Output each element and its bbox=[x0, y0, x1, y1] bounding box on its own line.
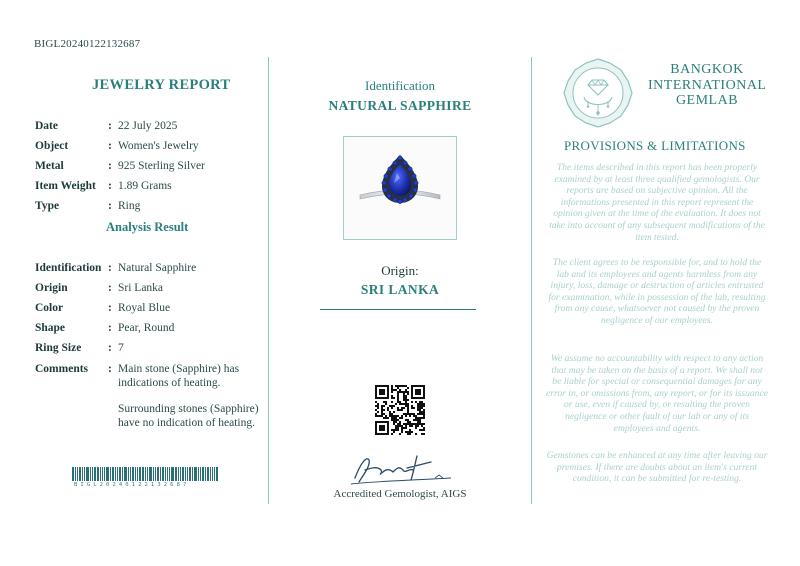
analysis-label: Color bbox=[35, 302, 64, 314]
barcode bbox=[72, 467, 230, 481]
detail-value: 22 July 2025 bbox=[118, 120, 178, 132]
origin-underline bbox=[320, 309, 476, 310]
detail-label: Item Weight bbox=[35, 180, 96, 192]
comment-main-stone: Main stone (Sapphire) has indications of heating. bbox=[118, 363, 240, 389]
provisions-title: PROVISIONS & LIMITATIONS bbox=[564, 138, 746, 153]
detail-value: 1.89 Grams bbox=[118, 180, 172, 192]
origin-value: SRI LANKA bbox=[360, 282, 440, 297]
detail-value: Ring bbox=[118, 200, 141, 212]
origin-label: Origin: bbox=[381, 263, 419, 278]
separator: : bbox=[108, 302, 112, 314]
separator: : bbox=[108, 160, 112, 172]
analysis-value: 7 bbox=[118, 342, 124, 354]
separator: : bbox=[108, 200, 112, 212]
separator: : bbox=[108, 140, 112, 152]
analysis-title: Analysis Result bbox=[106, 220, 189, 234]
gemlab-seal-icon bbox=[562, 57, 634, 129]
analysis-label: Origin bbox=[35, 282, 68, 294]
analysis-label: Identification bbox=[35, 262, 102, 274]
report-title: JEWELRY REPORT bbox=[92, 77, 231, 93]
ring-photo bbox=[343, 136, 457, 240]
separator: : bbox=[108, 262, 112, 274]
provision-paragraph-4: Gemstones can be enhanced at any time after leaving our premises. If there are doubts about an item's current condition, it can be submitted for re-testing. bbox=[546, 450, 768, 485]
separator: : bbox=[108, 363, 112, 375]
provision-paragraph-1: The items described in this report has been properly examined by at least three qualified gemologists. Our reports are based on subjective opinion. All the informations presented in this report represent the opinion given at the time of the evaluation. It does not take into account of any subsequent modifications of the item tested. bbox=[549, 162, 765, 243]
provision-paragraph-3: We assume no accountability with respect to any action that may be taken on the basis of a report. We shall not be liable for special or consequential damages for any error in, or omissions from, any report, or for its issuance or use, even if caused by, or resulting the proven negligence or other fault of our lab or any of its employees and agents. bbox=[546, 353, 768, 434]
separator: : bbox=[108, 282, 112, 294]
analysis-value: Royal Blue bbox=[118, 302, 171, 314]
lab-name-line-3: GEMLAB bbox=[675, 93, 739, 108]
analysis-value: Sri Lanka bbox=[118, 282, 164, 294]
lab-name bbox=[648, 62, 766, 109]
detail-label: Object bbox=[35, 140, 69, 152]
report-number: BIGL20240122132687 bbox=[34, 38, 141, 50]
comments-label: Comments bbox=[35, 363, 89, 375]
detail-label: Date bbox=[35, 120, 58, 132]
identification-label: Identification bbox=[364, 78, 436, 93]
lab-name-line-1: BANGKOK bbox=[670, 62, 744, 77]
divider-right bbox=[531, 57, 532, 504]
separator: : bbox=[108, 322, 112, 334]
barcode-number: BIGL20240122132687 bbox=[74, 482, 190, 488]
comments-body bbox=[118, 362, 270, 442]
separator: : bbox=[108, 180, 112, 192]
signature-caption: Accredited Gemologist, AIGS bbox=[333, 488, 467, 500]
separator: : bbox=[108, 342, 112, 354]
detail-value: 925 Sterling Silver bbox=[118, 160, 205, 172]
detail-label: Metal bbox=[35, 160, 64, 172]
comment-surrounding-stones: Surrounding stones (Sapphire) have no indication of heating. bbox=[118, 403, 259, 429]
lab-name-line-2: INTERNATIONAL bbox=[648, 77, 767, 93]
ring-image bbox=[344, 137, 456, 239]
detail-value: Women's Jewelry bbox=[118, 140, 199, 152]
analysis-value: Natural Sapphire bbox=[118, 262, 197, 274]
separator: : bbox=[108, 120, 112, 132]
signature-icon bbox=[347, 448, 457, 488]
analysis-label: Ring Size bbox=[35, 342, 82, 354]
detail-label: Type bbox=[35, 200, 60, 212]
analysis-label: Shape bbox=[35, 322, 66, 334]
provision-paragraph-2: The client agrees to be responsible for, and to hold the lab and its employees and agents harmless from any injury, loss, damage or destruction of articles entrusted for examination, while in possession of the lab, resulting from any cause, whatsoever not caused by the proven negligence of our employees. bbox=[548, 257, 766, 326]
qr-code-icon bbox=[375, 385, 425, 435]
analysis-value: Pear, Round bbox=[118, 322, 175, 334]
identification-value: NATURAL SAPPHIRE bbox=[328, 98, 472, 113]
